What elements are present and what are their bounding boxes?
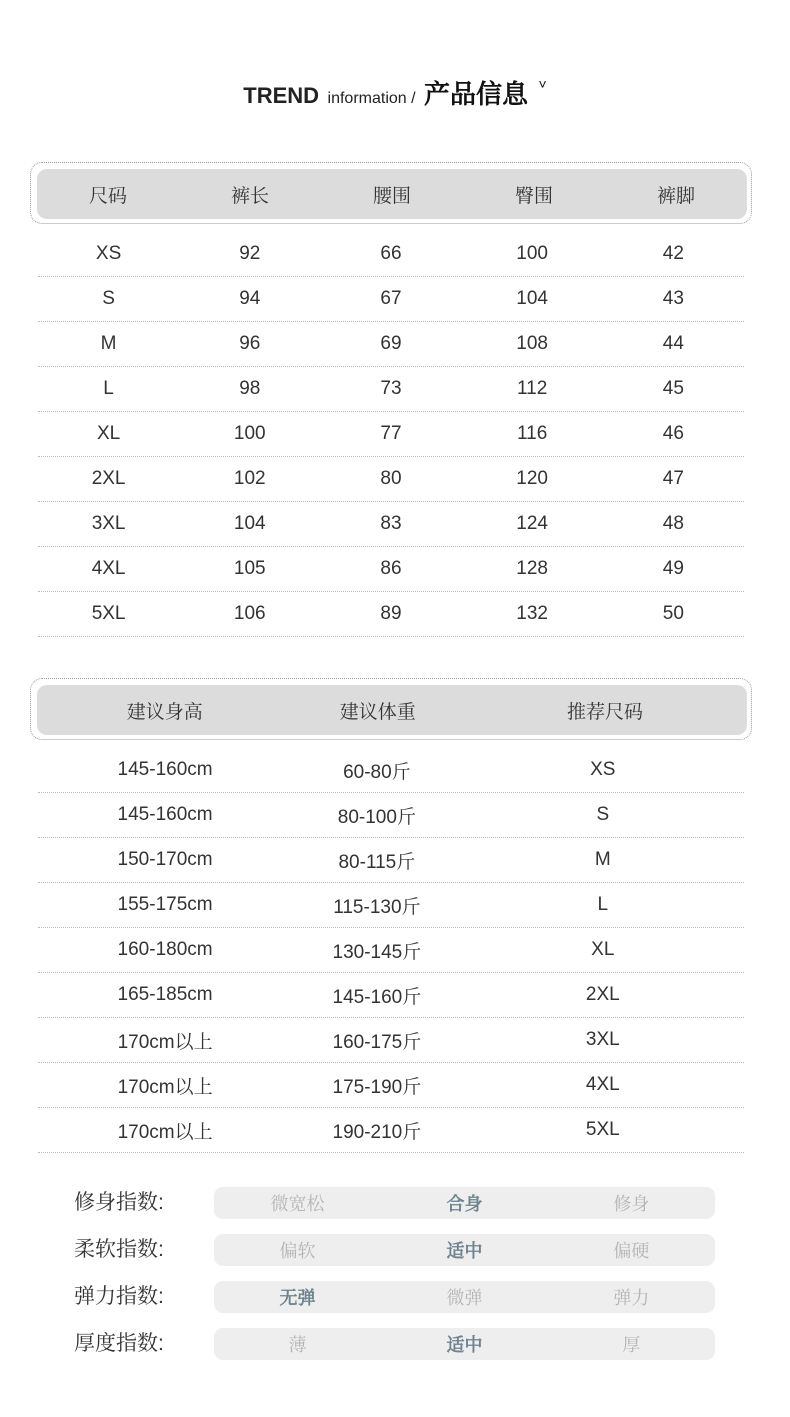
column-header: 推荐尺码 [566,701,643,723]
table-cell: 5XL [91,603,126,624]
table-cell: 45 [662,378,684,399]
index-option: 偏硬 [613,1241,650,1261]
table-row [38,322,744,367]
table-row [38,502,744,547]
index-option: 薄 [288,1335,307,1355]
index-label: 柔软指数: [74,1238,164,1261]
table-cell: 4XL [91,558,126,579]
table-cell: M [594,849,611,870]
index-option-selected: 无弹 [279,1288,316,1308]
index-option: 修身 [613,1194,650,1214]
table-cell: 104 [233,513,266,534]
recommend-table-header-frame [30,678,752,740]
column-header: 建议体重 [339,701,416,723]
chevron-down-icon: ˅ [538,76,547,92]
table-cell: 43 [662,288,684,309]
column-header: 臀围 [514,185,553,207]
table-row [38,838,744,883]
index-scale-bar [214,1281,715,1313]
table-row [38,412,744,457]
title-en-bold: TREND [243,83,320,108]
title-en-small: information / [327,90,416,107]
table-cell: 108 [516,333,548,354]
table-row [38,232,744,277]
table-cell: 48 [662,513,684,534]
table-cell: 124 [516,513,548,534]
table-cell: 160-175斤 [332,1031,422,1053]
table-cell: 120 [516,468,548,489]
title-cn: 产品信息 [424,79,529,109]
index-option: 偏软 [279,1241,316,1261]
table-row [38,928,744,973]
table-cell: 145-160cm [117,804,213,825]
index-option: 微宽松 [270,1194,325,1214]
table-cell: 165-185cm [117,984,213,1005]
table-cell: 80-100斤 [337,806,416,828]
table-cell: 105 [233,558,266,579]
table-row [38,793,744,838]
table-cell: 67 [380,288,402,309]
table-cell: 190-210斤 [332,1121,422,1143]
table-cell: L [103,378,114,399]
recommend-table-header [37,685,747,735]
table-cell: 47 [662,468,684,489]
table-cell: 44 [662,333,684,354]
table-cell: 128 [516,558,548,579]
table-cell: S [596,804,610,825]
table-cell: 112 [517,378,548,399]
table-cell: 3XL [585,1029,620,1050]
table-row [38,457,744,502]
table-cell: S [102,288,115,309]
table-cell: 86 [380,558,402,579]
table-cell: 170cm以上 [117,1076,213,1098]
table-cell: 46 [662,423,684,444]
table-cell: 94 [239,288,261,309]
table-cell: XL [96,423,121,444]
column-header: 裤脚 [656,185,695,207]
table-cell: 98 [239,378,261,399]
index-row [74,1186,716,1233]
table-cell: 155-175cm [117,894,213,915]
table-cell: 150-170cm [117,849,213,870]
size-table-header [37,169,747,219]
table-cell: 89 [380,603,402,624]
index-label: 弹力指数: [74,1285,164,1308]
table-cell: 80 [380,468,402,489]
table-cell: 92 [239,243,261,264]
column-header: 尺码 [88,185,127,207]
table-cell: 4XL [585,1074,620,1095]
index-label: 修身指数: [74,1191,164,1214]
recommend-table-body [38,748,744,1153]
table-cell: L [597,894,609,915]
index-option-selected: 适中 [446,1335,483,1355]
table-cell: 145-160cm [117,759,213,780]
table-cell: 73 [380,378,402,399]
table-cell: 132 [516,603,548,624]
table-cell: 145-160斤 [332,986,422,1008]
table-cell: 106 [233,603,266,624]
size-table-header-frame [30,162,752,224]
index-row [74,1233,716,1280]
table-cell: 96 [239,333,261,354]
table-cell: XS [590,759,616,780]
index-label: 厚度指数: [74,1332,164,1355]
page-title [0,74,790,111]
table-cell: 69 [380,333,402,354]
table-row [38,547,744,592]
table-cell: 160-180cm [117,939,213,960]
column-header: 裤长 [230,185,269,207]
table-row [38,973,744,1018]
table-cell: 175-190斤 [332,1076,422,1098]
table-cell: 102 [233,468,266,489]
index-option: 弹力 [613,1288,650,1308]
table-cell: XS [95,243,122,264]
table-cell: 170cm以上 [117,1031,213,1053]
index-row [74,1327,716,1374]
table-cell: 66 [380,243,402,264]
table-cell: 104 [516,288,548,309]
table-cell: 115-130斤 [333,896,421,918]
table-cell: 2XL [91,468,126,489]
table-cell: 49 [662,558,684,579]
table-cell: 50 [662,603,684,624]
table-cell: 83 [380,513,402,534]
index-scale-bar [214,1187,715,1219]
table-cell: 130-145斤 [332,941,422,963]
table-row [38,1063,744,1108]
index-option-selected: 合身 [446,1194,483,1214]
table-cell: 170cm以上 [117,1121,213,1143]
table-cell: M [100,333,117,354]
index-row [74,1280,716,1327]
table-cell: 42 [662,243,684,264]
column-header: 建议身高 [126,701,203,723]
index-option: 微弹 [446,1288,483,1308]
table-cell: 3XL [91,513,126,534]
size-table-body [38,232,744,637]
table-row [38,277,744,322]
table-cell: XL [591,939,615,960]
column-header: 腰围 [372,185,411,207]
table-row [38,1108,744,1153]
index-section [74,1186,716,1374]
table-cell: 77 [380,423,402,444]
index-scale-bar [214,1328,715,1360]
table-cell: 100 [233,423,266,444]
table-cell: 2XL [585,984,620,1005]
index-option-selected: 适中 [446,1241,483,1261]
table-row [38,748,744,793]
index-scale-bar [214,1234,715,1266]
table-cell: 116 [517,423,548,444]
table-row [38,367,744,412]
table-cell: 60-80斤 [343,761,411,783]
table-cell: 5XL [585,1119,620,1140]
index-option: 厚 [622,1335,641,1355]
table-row [38,1018,744,1063]
table-cell: 100 [516,243,548,264]
table-row [38,883,744,928]
table-cell: 80-115斤 [338,851,416,873]
table-row [38,592,744,637]
